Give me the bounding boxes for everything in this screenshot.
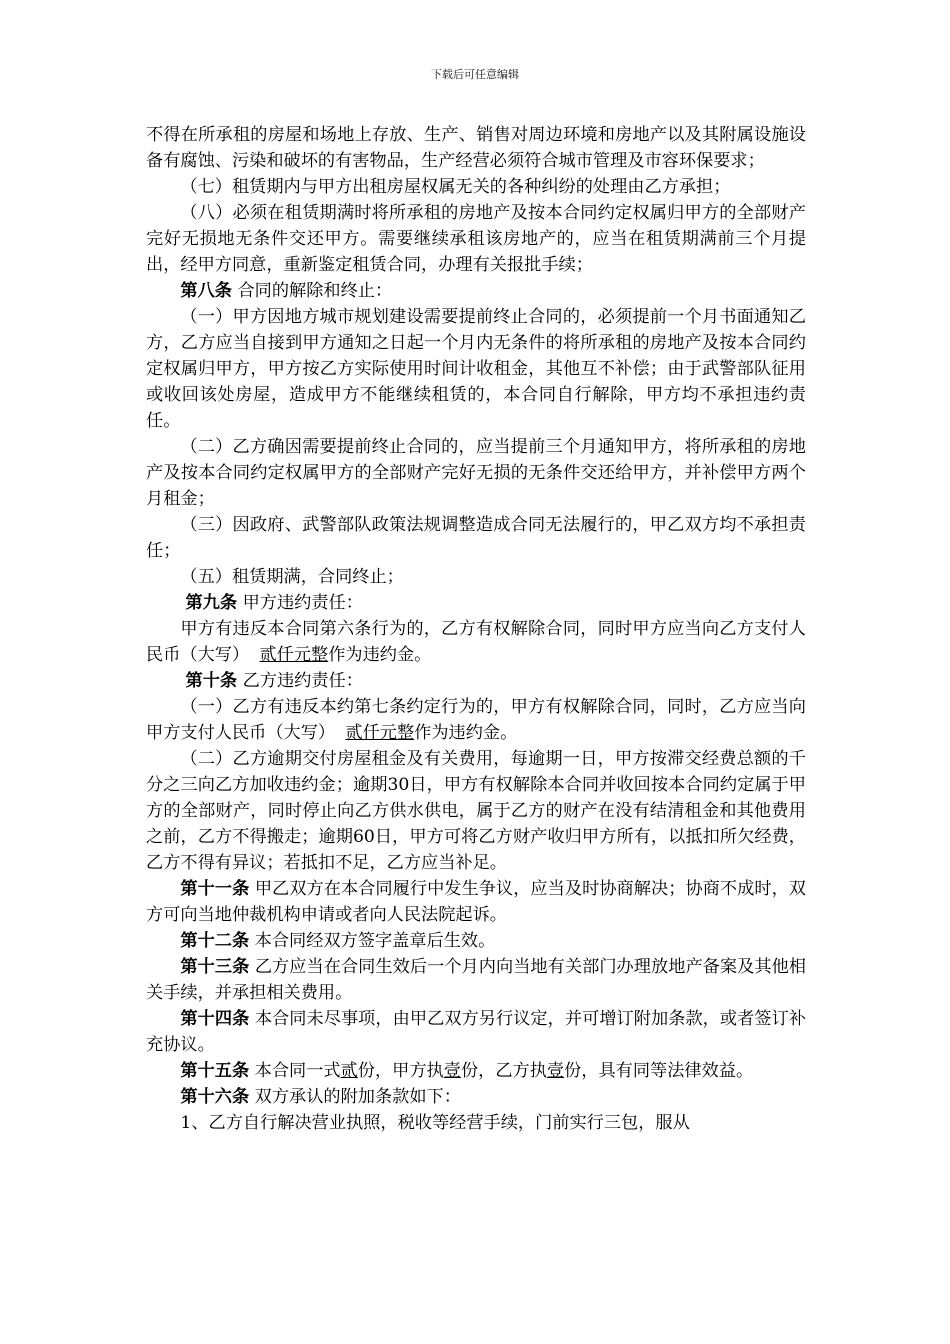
article-10-item-2: （二）乙方逾期交付房屋租金及有关费用，每逾期一日，甲方按滞交经费总额的千分之三向乙方加收违约金；逾期30日，甲方有权解除本合同并收回按本合同约定属于甲方的全部财产，同时停止向乙方供水供电，属于乙方的财产在没有结清租金和其他费用之前，乙方不得搬走；逾期60日，甲方可将乙方财产收归甲方所有，以抵扣所欠经费，乙方不得有异议；若抵扣不足，乙方应当补足。 [146, 749, 806, 873]
paragraph-continuation: 不得在所承租的房屋和场地上存放、生产、销售对周边环境和房地产以及其附属设施设备有腐蚀、污染和破坏的有害物品，生产经营必须符合城市管理及市容环保要求； [146, 125, 806, 171]
article-10-item-1 [146, 694, 806, 746]
article-16-title: 第十六条 [180, 1087, 250, 1107]
article-12-title: 第十二条 [180, 931, 250, 951]
article-10-item-1-after: 作为违约金。 [414, 723, 518, 743]
article-8-item-3: （三）因政府、武警部队政策法规调整造成合同无法履行的，甲乙双方均不承担责任； [146, 515, 806, 561]
article-13-title: 第十三条 [180, 957, 250, 977]
clause-7-item-8: （八）必须在租赁期满时将所承租的房地产及按本合同约定权属归甲方的全部财产完好无损地无条件交还甲方。需要继续承租该房地产的，应当在租赁期满前三个月提出，经甲方同意，重新鉴定租赁合同，办理有关报批手续； [146, 203, 806, 275]
article-10-title: 第十条 [185, 671, 238, 691]
article-9-title: 第九条 [185, 593, 238, 613]
article-12-text: 本合同经双方签字盖章后生效。 [254, 931, 496, 951]
article-8-item-5: （五）租赁期满，合同终止； [180, 567, 404, 587]
page-header: 下载后可任意编辑 [431, 68, 519, 81]
article-15-text-4: 份，具有同等法律效益。 [564, 1061, 754, 1081]
article-15-text-2: 份，甲方执 [357, 1061, 444, 1081]
article-15-title: 第十五条 [180, 1061, 250, 1081]
article-11 [146, 876, 806, 928]
article-11-text: 甲乙双方在本合同履行中发生争议，应当及时协商解决；协商不成时，双方可向当地仲裁机构申请或者向人民法院起诉。 [146, 879, 806, 925]
article-15-text-3: 份，乙方执 [460, 1061, 547, 1081]
article-15-copies-party-a: 壹 [443, 1061, 461, 1081]
article-9-paragraph [146, 616, 806, 668]
article-14-text: 本合同未尽事项，由甲乙双方另行议定，并可增订附加条款，或者签订补充协议。 [146, 1009, 806, 1055]
article-10-heading [146, 668, 806, 694]
article-13 [146, 954, 806, 1006]
article-14 [146, 1006, 806, 1058]
article-16-item-1: 1、乙方自行解决营业执照，税收等经营手续，门前实行三包，服从 [180, 1113, 690, 1133]
article-10-amount: 贰仟元整 [345, 723, 415, 743]
contract-body [146, 122, 806, 1136]
article-10-text: 乙方违约责任： [242, 671, 363, 691]
article-8-text: 合同的解除和终止： [237, 281, 393, 301]
article-15-copies-party-b: 壹 [546, 1061, 565, 1081]
article-15 [146, 1058, 806, 1084]
clause-7-item-7: （七）租赁期内与甲方出租房屋权属无关的各种纠纷的处理由乙方承担； [180, 177, 731, 197]
article-16-text: 双方承认的附加条款如下： [254, 1087, 461, 1107]
article-13-text: 乙方应当在合同生效后一个月内向当地有关部门办理放地产备案及其他相关手续，并承担相关费用。 [146, 957, 806, 1003]
article-9-text-after: 作为违约金。 [328, 645, 432, 665]
article-14-title: 第十四条 [180, 1009, 250, 1029]
article-15-text-1: 本合同一式 [254, 1061, 341, 1081]
article-9-text-before: 甲方有违反本合同第六条行为的，乙方有权解除合同，同时甲方应当向乙方支付人民币（大写） [146, 619, 806, 665]
article-9-text: 甲方违约责任： [242, 593, 363, 613]
article-12 [146, 928, 806, 954]
article-15-copies-total: 贰 [340, 1061, 358, 1081]
article-8-item-2: （二）乙方确因需要提前终止合同的，应当提前三个月通知甲方，将所承租的房地产及按本合同约定权属甲方的全部财产完好无损的无条件交还给甲方，并补偿甲方两个月租金； [146, 437, 806, 509]
article-8-title: 第八条 [180, 281, 232, 301]
article-9-heading [146, 590, 806, 616]
article-11-title: 第十一条 [180, 879, 250, 899]
article-10-item-1-before: （一）乙方有违反本约第七条约定行为的，甲方有权解除合同，同时，乙方应当向甲方支付人民币（大写） [146, 697, 806, 743]
article-8-heading [146, 278, 806, 304]
article-16-heading [146, 1084, 806, 1110]
article-9-amount: 贰仟元整 [259, 645, 329, 665]
article-8-item-1: （一）甲方因地方城市规划建设需要提前终止合同的，必须提前一个月书面通知乙方，乙方应当自接到甲方通知之日起一个月内无条件的将所承租的房地产及按本合同约定权属归甲方，甲方按乙方实际使用时间计收租金，其他互不补偿；由于武警部队征用或收回该处房屋，造成甲方不能继续租赁的，本合同自行解除，甲方均不承担违约责任。 [146, 307, 806, 431]
